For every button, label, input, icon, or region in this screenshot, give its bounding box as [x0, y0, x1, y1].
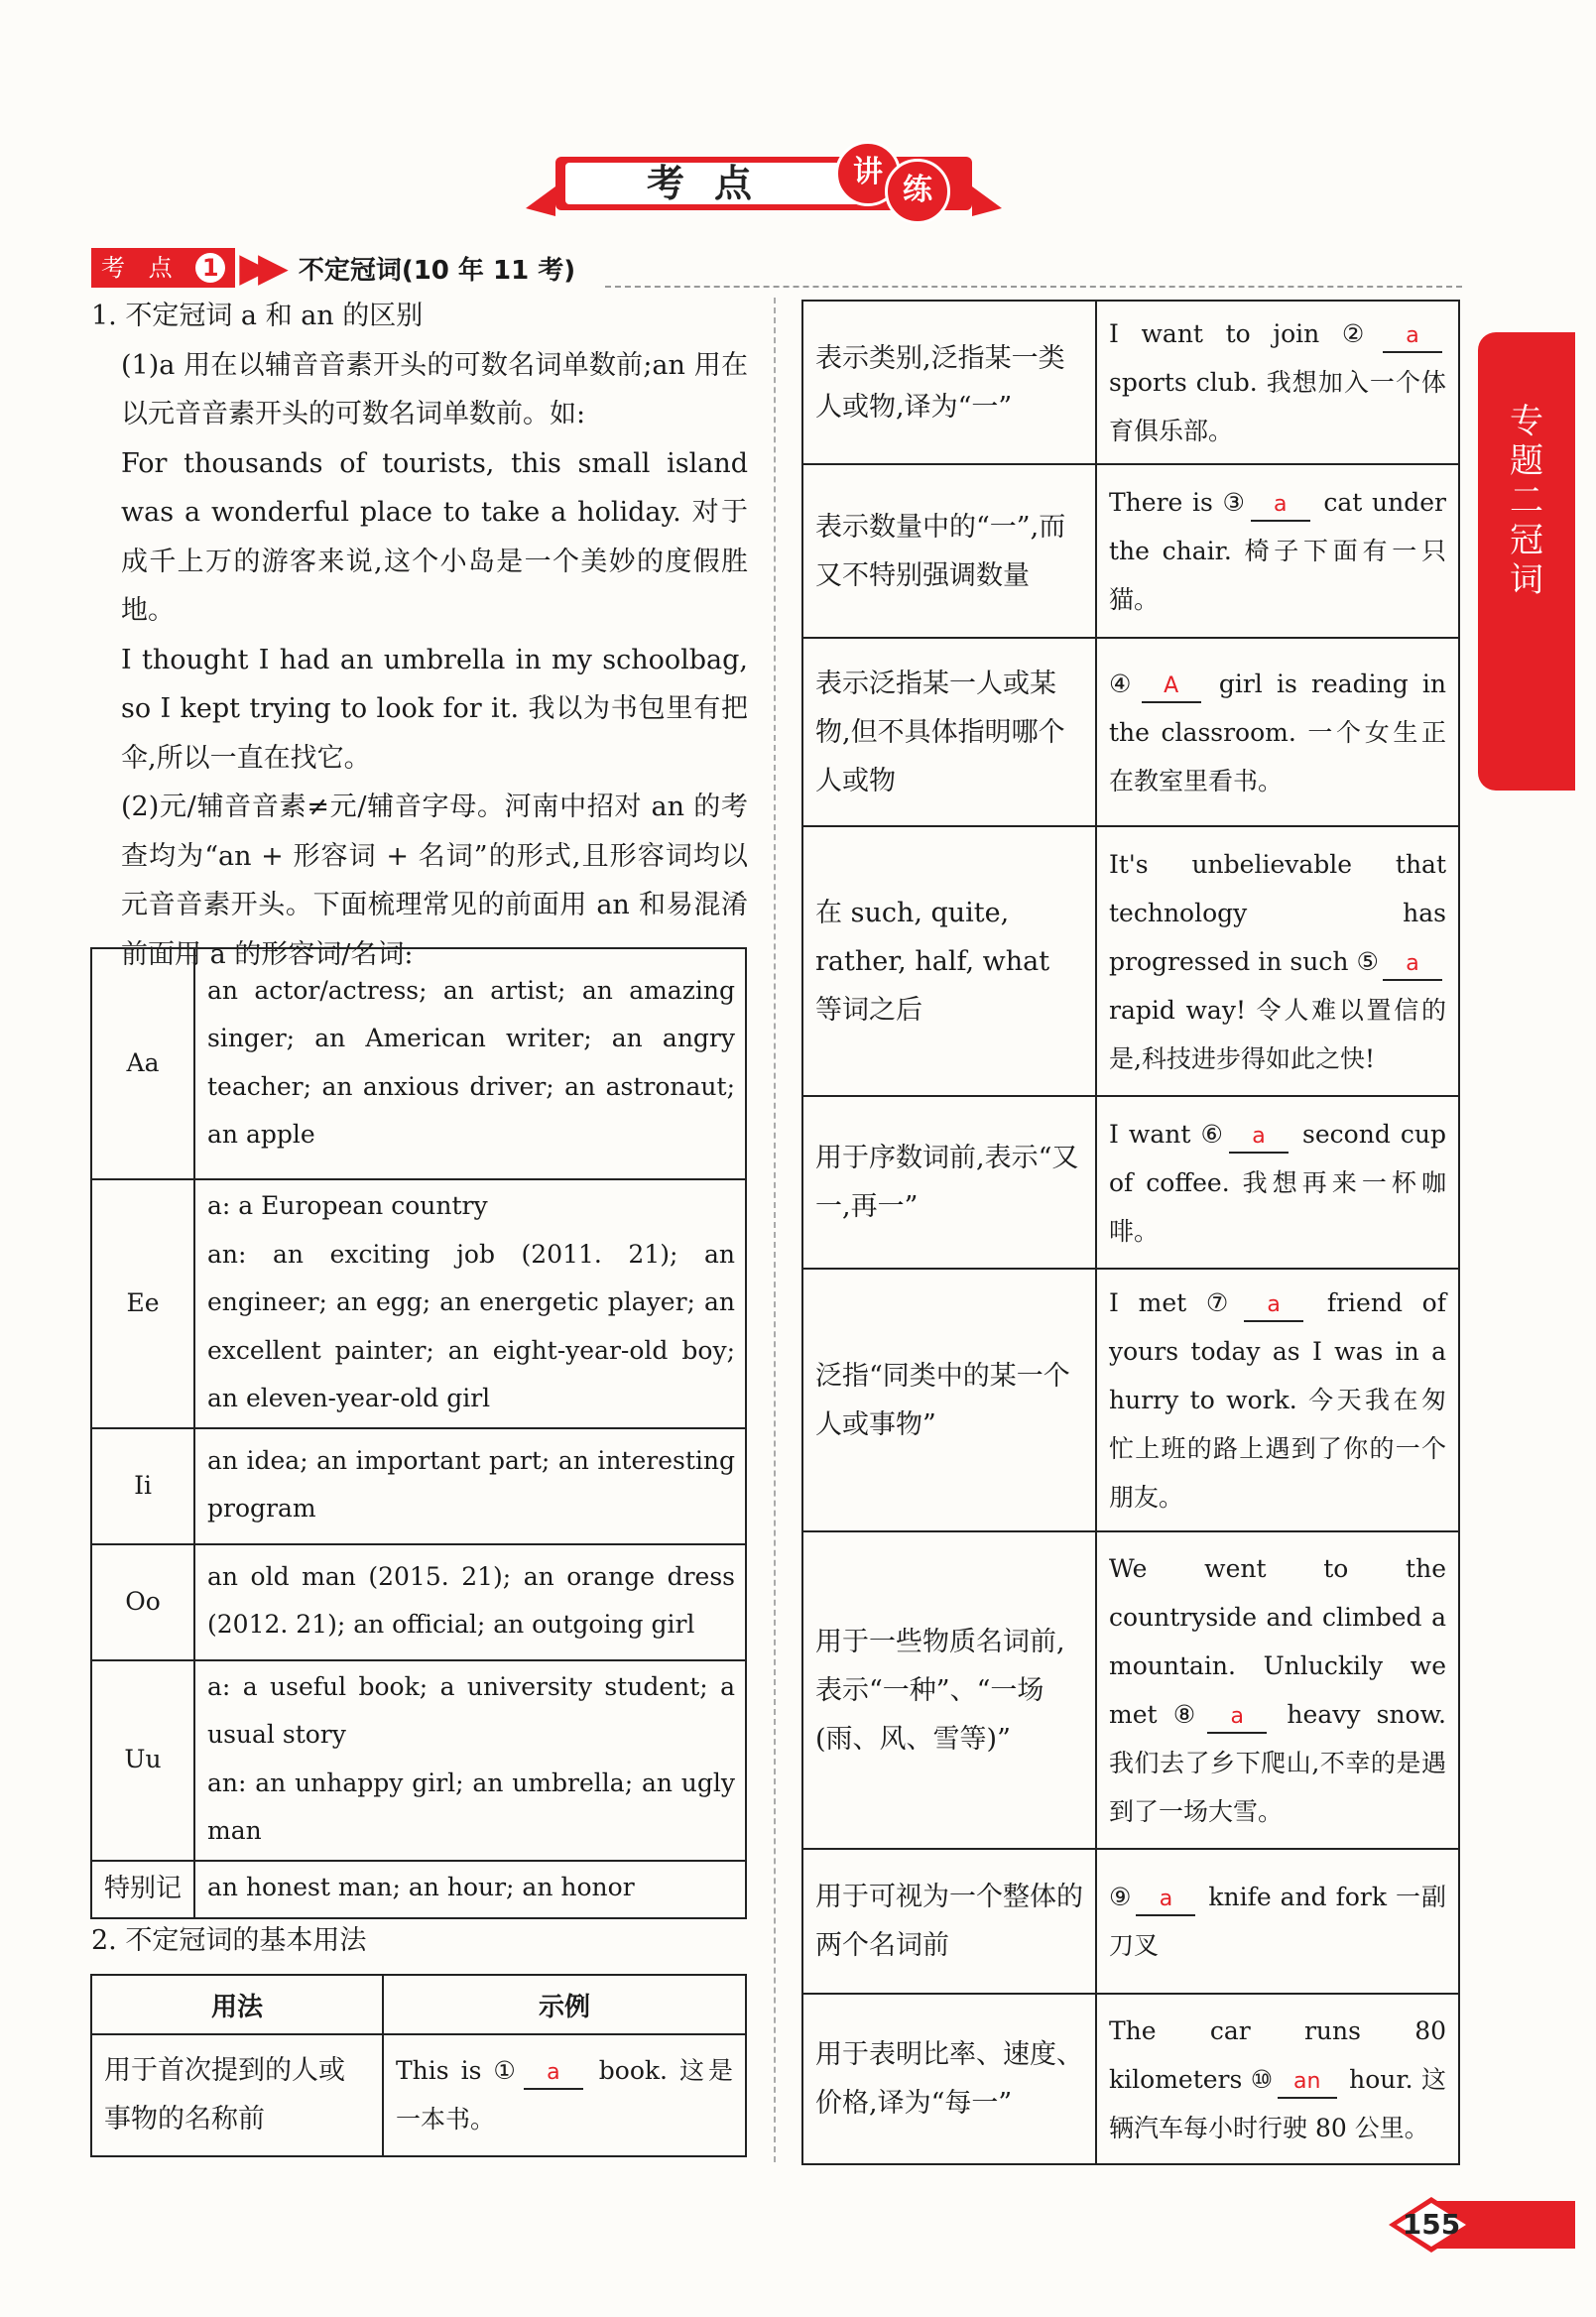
column-header-example: 示例 [383, 1975, 746, 2034]
table-row [91, 2034, 746, 2156]
kaodian-number: 1 [195, 253, 225, 283]
example-cell: ④ A girl is reading in the classroom. 一个女生正在教室里看书。 [1096, 638, 1459, 826]
banner-badge-lian: 练 [885, 159, 950, 224]
kaodian-label [91, 244, 576, 291]
usage-table [90, 1974, 747, 2157]
usage-cell: 用于一些物质名词前,表示“一种”、“一场(雨、风、雪等)” [802, 1531, 1096, 1849]
paragraph-2: (2)元/辅音音素≠元/辅音字母。河南中招对 an 的考查均为“an + 形容词 + 名词”的形式,且形容词均以元音音素开头。下面梳理常见的前面用 an 和易混淆前面用 a 的形容词/名词: [121, 792, 748, 970]
table-header-row [91, 1975, 746, 2034]
table-row [91, 1861, 746, 1918]
table-row [802, 1849, 1459, 1994]
example-1: For thousands of tourists, this small island was a wonderful place to take a holiday. 对于成千上万的游客来说,这个小岛是一个美妙的度假胜地。 [121, 447, 748, 626]
answer-blank[interactable]: a [1383, 947, 1442, 981]
table-row [802, 464, 1459, 638]
usage-cell: 表示类别,泛指某一类人或物,译为“一” [802, 301, 1096, 464]
example-2: I thought I had an umbrella in my schoolbag, so I kept trying to look for it. 我以为书包里有把伞,所以一直在找它。 [121, 644, 748, 774]
table-row [802, 1994, 1459, 2164]
answer-blank[interactable]: a [1251, 488, 1310, 522]
banner-badge-jiang: 讲 [835, 141, 901, 206]
table-row [802, 1096, 1459, 1269]
column-header-usage: 用法 [91, 1975, 383, 2034]
heading-2: 2. 不定冠词的基本用法 [91, 1925, 367, 1956]
usage-cell: 在 such, quite, rather, half, what 等词之后 [802, 826, 1096, 1096]
table-row [91, 1428, 746, 1544]
answer-blank[interactable]: an [1278, 2065, 1337, 2099]
example-cell: We went to the countryside and climbed a mountain. Unluckily we met ⑧ a heavy snow. 我们去了乡下爬山,不幸的是遇到了一场大雪。 [1096, 1531, 1459, 1849]
double-arrow-icon: ▶▶ [239, 244, 277, 291]
paragraph-1: (1)a 用在以辅音音素开头的可数名词单数前;an 用在以元音音素开头的可数名词单数前。如: [121, 349, 748, 429]
table-row [91, 1179, 746, 1428]
table-row [802, 826, 1459, 1096]
example-cell: ⑨ a knife and fork 一副刀叉 [1096, 1849, 1459, 1994]
table-row [91, 1544, 746, 1660]
row-text: an honest man; an hour; an honor [194, 1861, 746, 1918]
page-number-badge [1377, 2195, 1575, 2255]
row-text: an actor/actress; an artist; an amazing singer; an American writer; an angry teacher; an anxious driver; an astronaut; an apple [194, 948, 746, 1179]
vowel-table [90, 947, 747, 1919]
row-key: Uu [91, 1660, 194, 1861]
example-cell: I met ⑦ a friend of yours today as I was in a hurry to work. 今天我在匆忙上班的路上遇到了你的一个朋友。 [1096, 1269, 1459, 1531]
row-key: Ii [91, 1428, 194, 1544]
answer-blank[interactable]: a [1229, 1120, 1289, 1154]
left-intro [91, 292, 748, 979]
table-row [802, 301, 1459, 464]
usage-cell: 表示数量中的“一”,而又不特别强调数量 [802, 464, 1096, 638]
kaodian-title: 不定冠词(10 年 11 考) [298, 255, 576, 286]
usage-cell: 表示泛指某一人或某物,但不具体指明哪个人或物 [802, 638, 1096, 826]
answer-blank[interactable]: a [1383, 319, 1442, 353]
table-row [802, 1531, 1459, 1849]
kaodian-tag: 考 点 1 [91, 248, 235, 288]
example-cell: The car runs 80 kilometers ⑩ an hour. 这辆汽车每小时行驶 80 公里。 [1096, 1994, 1459, 2164]
example-cell: I want to join ② a sports club. 我想加入一个体育俱乐部。 [1096, 301, 1459, 464]
answer-blank[interactable]: a [524, 2056, 583, 2090]
row-key: 特别记 [91, 1861, 194, 1918]
side-tab[interactable] [1478, 332, 1575, 791]
row-text: an old man (2015. 21); an orange dress (2012. 21); an official; an outgoing girl [194, 1544, 746, 1660]
section-banner [526, 149, 1002, 218]
heading-1: 1. 不定冠词 a 和 an 的区别 [91, 301, 424, 331]
row-key: Ee [91, 1179, 194, 1428]
row-key: Aa [91, 948, 194, 1179]
table-row [802, 638, 1459, 826]
banner-title: 考点 [565, 163, 863, 204]
row-text: an idea; an important part; an interesting program [194, 1428, 746, 1544]
usage-cell: 用于序数词前,表示“又一,再一” [802, 1096, 1096, 1269]
table-row [91, 1660, 746, 1861]
answer-blank[interactable]: a [1207, 1700, 1267, 1734]
usage-cell: 用于表明比率、速度、价格,译为“每一” [802, 1994, 1096, 2164]
table-row [91, 948, 746, 1179]
row-key: Oo [91, 1544, 194, 1660]
example-cell: This is ① a book. 这是一本书。 [383, 2034, 746, 2156]
answer-blank[interactable]: a [1136, 1883, 1195, 1916]
side-tab-label: 专题二 冠词 [1510, 402, 1543, 600]
header-divider [605, 286, 1462, 288]
example-cell: I want ⑥ a second cup of coffee. 我想再来一杯咖啡。 [1096, 1096, 1459, 1269]
row-text: a: a European country an: an exciting job (2011. 21); an engineer; an egg; an energetic player; an excellent painter; an eight-year-old boy; an eleven-year-old girl [194, 1179, 746, 1428]
usage-table-continued [801, 300, 1460, 2165]
table-row [802, 1269, 1459, 1531]
answer-blank[interactable]: a [1244, 1288, 1303, 1322]
example-cell: There is ③ a cat under the chair. 椅子下面有一只猫。 [1096, 464, 1459, 638]
usage-cell: 用于首次提到的人或事物的名称前 [91, 2034, 383, 2156]
column-divider [774, 298, 776, 2162]
answer-blank[interactable]: A [1142, 670, 1201, 703]
page-number: 155 [1402, 2208, 1461, 2241]
usage-cell: 用于可视为一个整体的两个名词前 [802, 1849, 1096, 1994]
example-cell: It's unbelievable that technology has progressed in such ⑤ a rapid way! 令人难以置信的是,科技进步得如此之快! [1096, 826, 1459, 1096]
row-text: a: a useful book; a university student; a usual story an: an unhappy girl; an umbrella; an ugly man [194, 1660, 746, 1861]
usage-cell: 泛指“同类中的某一个人或事物” [802, 1269, 1096, 1531]
